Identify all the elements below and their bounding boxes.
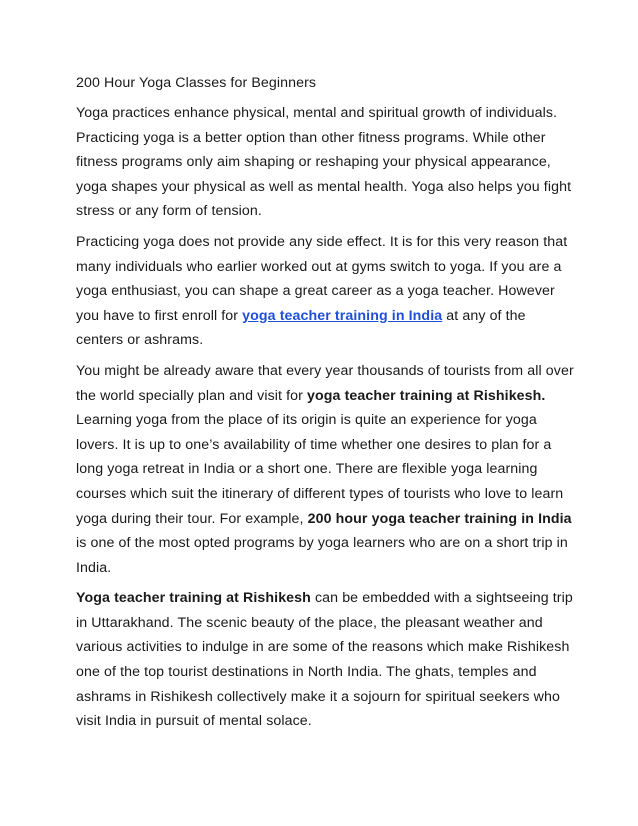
paragraph-4-text-1: can be embedded with a sightseeing trip in Uttarakhand. The scenic beauty of the place, the pleasant weather and various activities to indulge in are some of the reasons which make Rishikesh one of the top tourist destinations in North India. The ghats, temples and ashrams in Rishikesh collectively make it a sojourn for spiritual seekers who visit India in pursuit of mental solace. xyxy=(76,590,573,730)
paragraph-2-text-after: at any of the centers or ashrams. xyxy=(76,307,526,349)
paragraph-4-bold-1: Yoga teacher training at Rishikesh xyxy=(76,590,311,607)
document-title: 200 Hour Yoga Classes for Beginners xyxy=(76,75,317,91)
paragraph-3-text-3: is one of the most opted programs by yoga learners who are on a short trip in India. xyxy=(76,535,568,576)
paragraph-3 xyxy=(76,359,576,580)
yoga-teacher-training-link[interactable]: yoga teacher training in India xyxy=(242,307,443,324)
document-page xyxy=(76,70,576,740)
paragraph-1 xyxy=(76,101,576,224)
paragraph-3-bold-2: 200 hour yoga teacher training in India xyxy=(307,510,572,527)
paragraph-3-text-2: Learning yoga from the place of its origin is quite an experience for yoga lovers. It is up to one’s availability of time whether one desires to plan for a long yoga retreat in India or a short one. There are flexible yoga learning courses which suit the itinerary of different types of tourists who love to learn yoga during their tour. For example, xyxy=(76,412,564,527)
paragraph-3-text-1: You might be already aware that every year thousands of tourists from all over the world specially plan and visit for xyxy=(76,362,574,404)
paragraph-2-text-before: Practicing yoga does not provide any side effect. It is for this very reason that many individuals who earlier worked out at gyms switch to yoga. If you are a yoga enthusiast, you can shape a great career as a yoga teacher. However you have to first enroll for xyxy=(76,233,568,324)
paragraph-2 xyxy=(76,230,576,353)
paragraph-4 xyxy=(76,586,576,734)
paragraph-1-text: Yoga practices enhance physical, mental and spiritual growth of individuals. Practicing yoga is a better option than other fitness programs. While other fitness programs only aim shaping or reshaping your physical appearance, yoga shapes your physical as well as mental health. Yoga also helps you fight stress or any form of tension. xyxy=(76,105,572,220)
paragraph-3-bold-1: yoga teacher training at Rishikesh. xyxy=(307,387,546,404)
